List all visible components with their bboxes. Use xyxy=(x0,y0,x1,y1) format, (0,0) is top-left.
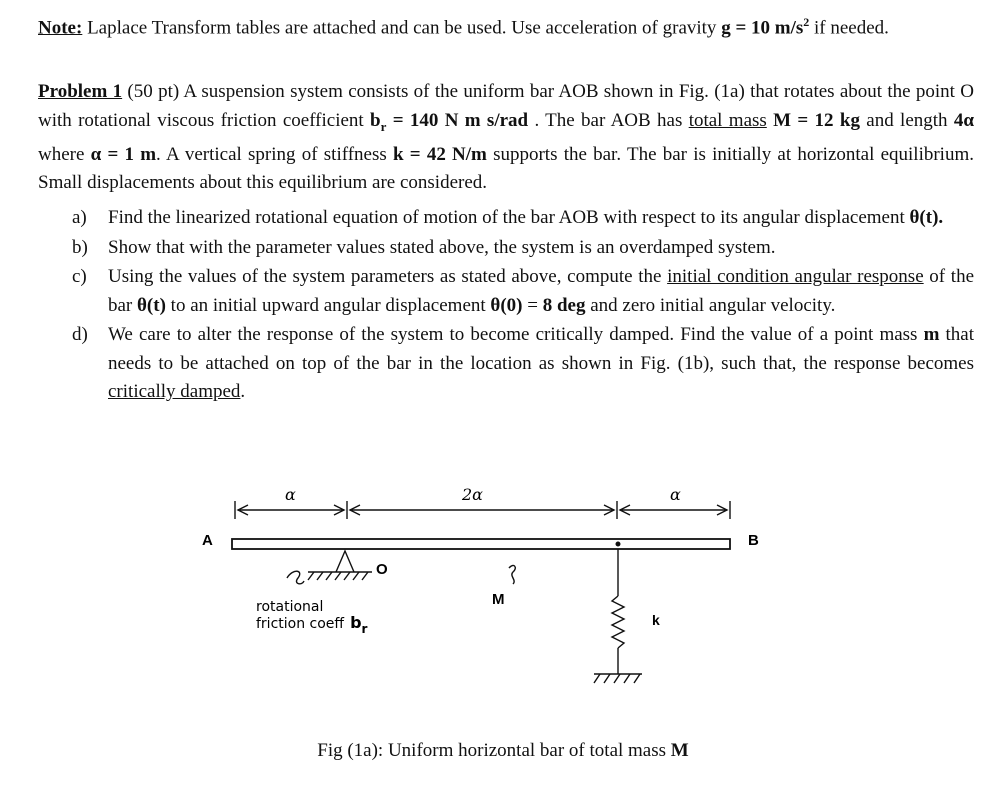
hatch xyxy=(362,572,368,580)
rot-br-symbol: b xyxy=(350,613,362,632)
question-d-text-3: . xyxy=(240,381,246,402)
hatch xyxy=(594,674,600,683)
br-value: = 140 N m s/rad xyxy=(386,109,529,131)
br-subscript: r xyxy=(380,118,387,134)
question-list xyxy=(70,204,974,407)
question-b-marker: b) xyxy=(72,236,88,258)
spring-k xyxy=(594,542,642,683)
problem-text-3: and length xyxy=(859,109,954,131)
hatch xyxy=(604,674,610,683)
question-c-text-4: = xyxy=(522,294,543,316)
label-b: B xyxy=(748,532,759,549)
mass-value: M = 12 kg xyxy=(773,109,860,131)
problem-text-1: (50 pt) A suspension system consists of the uniform bar AOB shown in Fig. (1a) that rotates about the point O with rotational viscous friction coefficient xyxy=(38,81,974,131)
bar-aob xyxy=(232,539,730,549)
caption-mass: M xyxy=(670,740,689,761)
problem-text-5: . A vertical spring of stiffness xyxy=(156,143,393,165)
problem-paragraph xyxy=(38,78,974,198)
label-m: M xyxy=(492,591,505,608)
gravity-exponent: 2 xyxy=(803,15,810,29)
hatch xyxy=(335,572,341,580)
note-text-end: if needed. xyxy=(809,17,889,39)
total-mass-text: total mass xyxy=(688,109,767,131)
hatch xyxy=(353,572,359,580)
dim-label-left: α xyxy=(285,485,296,504)
question-c xyxy=(70,263,974,320)
hatch xyxy=(326,572,332,580)
question-c-deg: 8 deg xyxy=(542,294,586,316)
spring-coil xyxy=(612,596,624,648)
question-b xyxy=(70,234,974,263)
curl-friction-symbol xyxy=(287,571,304,584)
mass-center-symbol xyxy=(509,565,515,584)
question-d-marker: d) xyxy=(72,324,88,345)
problem-text-4: where xyxy=(38,143,91,165)
pivot-support xyxy=(287,551,372,584)
hatch xyxy=(308,572,314,580)
question-d-underlined: critically damped xyxy=(108,381,241,402)
bar-figure xyxy=(190,478,790,728)
rot-label-text: friction coeff xyxy=(256,616,345,632)
question-a xyxy=(70,204,974,233)
spring-attachment xyxy=(616,542,620,546)
caption-text: Fig (1a): Uniform horizontal bar of total mass xyxy=(317,740,671,761)
question-c-text-1: Using the values of the system parameters as stated above, compute the xyxy=(108,266,668,287)
question-a-text: Find the linearized rotational equation of motion of the bar AOB with respect to its angular displacement xyxy=(108,207,910,228)
problem-text-6: supports the bar. The bar is initially at horizontal equilibrium. Small displacements about this equilibrium are considered. xyxy=(38,143,974,194)
question-d-text-1: We care to alter the response of the system to become critically damped. Find the value of a point mass xyxy=(108,324,924,345)
question-b-text: Show that with the parameter values stated above, the system is an overdamped system. xyxy=(108,236,776,258)
question-d-text-2: that needs to be attached on top of the bar in the location as shown in Fig. (1b), such that, the response becomes xyxy=(108,324,974,374)
hatch xyxy=(634,674,640,683)
question-d xyxy=(70,321,974,407)
question-c-underlined: initial condition angular response xyxy=(667,266,924,287)
hatch xyxy=(317,572,323,580)
pivot-triangle xyxy=(336,551,354,572)
question-c-marker: c) xyxy=(72,266,87,287)
question-c-text-5: and zero initial angular velocity. xyxy=(585,294,836,316)
k-value: k = 42 N/m xyxy=(393,143,487,165)
question-c-text-2: of the bar xyxy=(108,266,974,316)
dim-label-middle: 2α xyxy=(462,485,483,504)
question-d-m: m xyxy=(923,324,940,345)
length-value: 4α xyxy=(953,109,974,131)
label-a: A xyxy=(202,532,213,549)
problem-label: Problem 1 xyxy=(38,81,123,102)
figure-caption xyxy=(0,740,1006,762)
problem-text-2: . The bar AOB has xyxy=(528,109,689,131)
note-text: Laplace Transform tables are attached and can be used. Use acceleration of gravity xyxy=(82,17,722,39)
br-symbol: b xyxy=(370,109,381,131)
alpha-value: α = 1 m xyxy=(90,143,157,165)
question-a-marker: a) xyxy=(72,207,87,228)
hatch xyxy=(344,572,350,580)
rot-label-line2 xyxy=(256,613,368,636)
note-paragraph xyxy=(38,8,974,43)
question-c-theta0: θ(0) xyxy=(490,294,523,316)
gravity-value: g = 10 m/s xyxy=(721,17,804,39)
label-o: O xyxy=(376,561,388,578)
question-c-theta: θ(t) xyxy=(137,294,166,316)
note-label: Note: xyxy=(38,17,83,39)
question-a-theta: θ(t). xyxy=(909,207,944,228)
dim-label-right: α xyxy=(670,485,681,504)
hatch xyxy=(624,674,630,683)
hatch xyxy=(614,674,620,683)
label-k: k xyxy=(652,612,660,628)
rot-br-subscript: r xyxy=(361,622,368,636)
rot-label-line1: rotational xyxy=(256,599,324,615)
question-c-text-3: to an initial upward angular displacement xyxy=(165,294,491,316)
